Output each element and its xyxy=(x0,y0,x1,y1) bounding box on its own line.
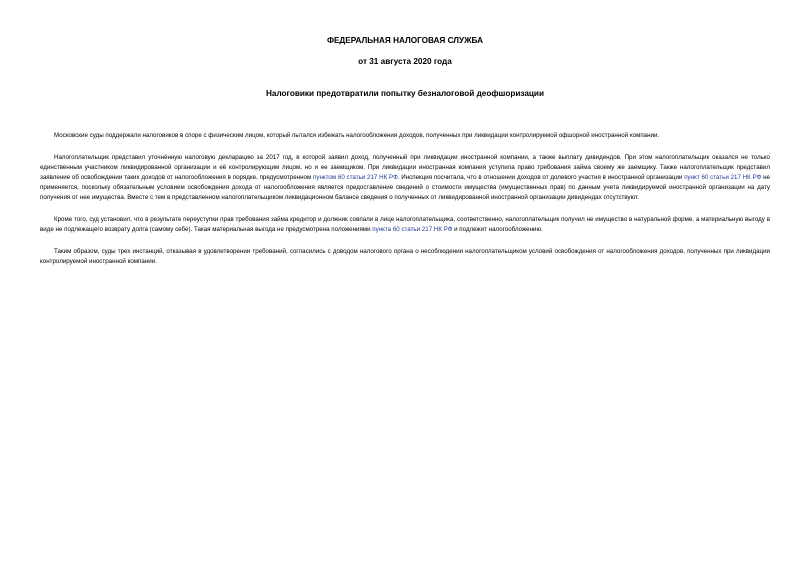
paragraph-1 xyxy=(40,131,770,141)
article-217-link[interactable]: пункт 60 статьи 217 НК РФ xyxy=(684,174,762,181)
document-date: от 31 августа 2020 года xyxy=(358,57,452,66)
article-217-link[interactable]: пунктом 60 статьи 217 НК РФ xyxy=(313,174,398,181)
paragraph-2-text-c: не применяется, поскольку обязательным условием освобождения дохода от налогообложения является предоставление сведений о стоимости имущества (имущественных прав) по данным учета ликвидируемой иностранной организации на дату получения от нее имущества. Вместе с тем в представленном налогоплательщиком ликвидационном балансе сведения о полученных от ликвидированной иностранной организации дивидендах отсутствуют. xyxy=(40,174,770,201)
paragraph-2-text-a: Налогоплательщик представил уточнённую налоговую декларацию за 2017 год, в которой заявил доход, полученный при ликвидации иностранной компании, а также выплату дивидендов. При этом налогоплательщик оказался не только единственным участником ликвидированной организации и её контролирующим лицом, но и ее заемщиком. При ликвидации иностранная компания уступила право требования займа своему же заемщику. Также налогоплательщик представил заявление об освобождении таких доходов от налогообложения в порядке, предусмотренном xyxy=(40,154,770,181)
paragraph-3-text-b: и подлежит налогообложению. xyxy=(452,226,543,233)
paragraph-4 xyxy=(40,247,770,267)
document-title: Налоговики предотвратили попытку безналоговой деофшоризации xyxy=(265,89,544,98)
organization-name: ФЕДЕРАЛЬНАЯ НАЛОГОВАЯ СЛУЖБА xyxy=(326,36,484,45)
paragraph-3 xyxy=(40,215,770,235)
paragraph-1-text: Московские суды поддержали налоговиков в споре с физическим лицом, который пытался избежать налогообложения доходов, полученных при ликвидации контролируемой офшорной иностранной компании. xyxy=(54,132,660,139)
document-body xyxy=(40,131,770,267)
paragraph-2-text-b: . Инспекция посчитала, что в отношении доходов от долевого участия в иностранной организации xyxy=(397,174,685,181)
paragraph-4-text: Таким образом, суды трех инстанций, отказывая в удовлетворении требований, согласились с доводом налогового органа о несоблюдении налогоплательщиком условий освобождения от налогообложения доходов, полученных при ликвидации контролируемой иностранной компании. xyxy=(40,248,770,265)
article-217-link[interactable]: пункта 60 статьи 217 НК РФ xyxy=(372,226,453,233)
paragraph-2 xyxy=(40,153,770,203)
paragraph-3-text-a: Кроме того, суд установил, что в результате переуступки прав требования займа кредитор и должник совпали в лице налогоплательщика, соответственно, налогоплательщик получил не имущество в натуральной форме, а материальную выгоду в виде не подлежащего возврату долга (самому себе). Такая материальная выгода не предусмотрена положениями xyxy=(40,216,770,233)
